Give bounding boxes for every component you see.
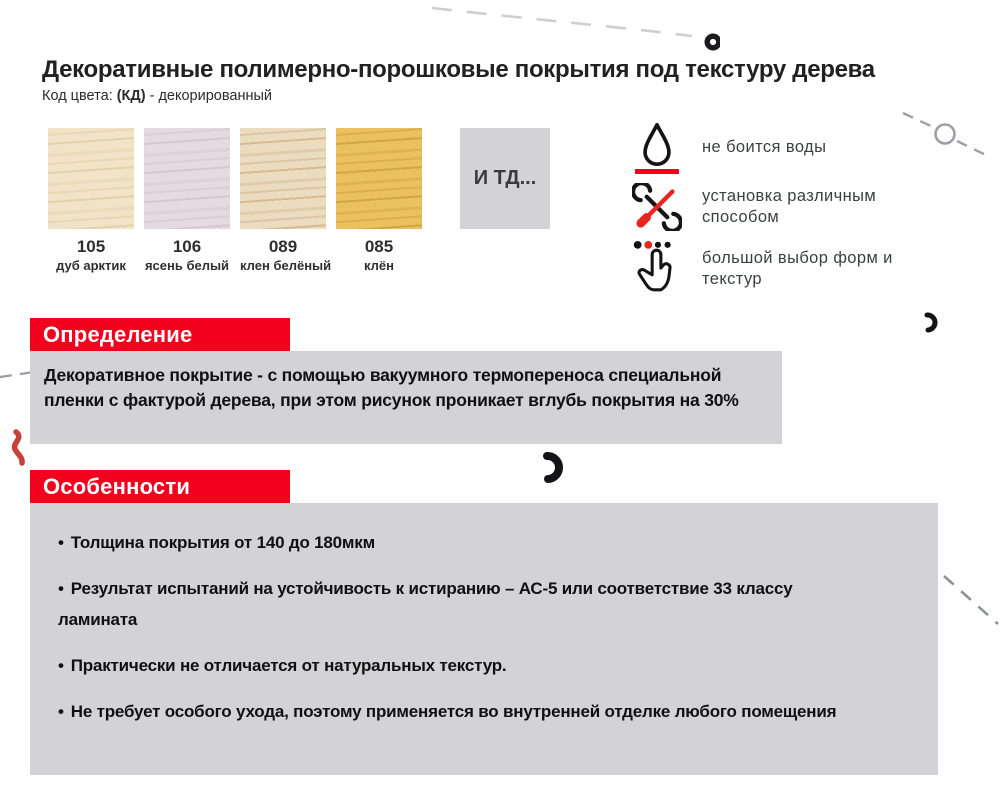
tools-icon xyxy=(630,183,684,231)
color-code-prefix: Код цвета: xyxy=(42,88,117,104)
benefit-choice xyxy=(630,240,960,298)
dashed-line-doodle-top xyxy=(420,0,720,60)
swatch-name: дуб арктик xyxy=(56,258,126,273)
color-code-suffix: - декорированный xyxy=(145,88,272,104)
benefit-install xyxy=(630,183,960,231)
benefit-list xyxy=(630,122,960,298)
swatch-name: клён xyxy=(363,258,394,273)
benefit-label: большой выбор форм и текстур xyxy=(702,248,893,288)
feature-item: • Не требует особого ухода, поэтому применяется во внутренней отделке любого помещения xyxy=(58,696,838,727)
swatch-item xyxy=(144,128,230,273)
swatch-name: ясень белый xyxy=(144,258,230,273)
wood-swatch-image xyxy=(144,128,230,229)
swatch-item xyxy=(240,128,332,273)
feature-item: • Результат испытаний на устойчивость к истиранию – АС-5 или соответствие 33 классу ламината xyxy=(58,573,838,635)
donut-dot-icon xyxy=(705,34,721,51)
dashed-line-doodle-bottom-right xyxy=(938,568,1000,630)
comma-doodle-right xyxy=(920,310,942,336)
benefit-water xyxy=(630,122,960,174)
wood-swatch-image xyxy=(48,128,134,229)
features-list xyxy=(58,527,914,727)
swatch-name: клен белёный xyxy=(240,258,332,273)
red-underline xyxy=(635,169,679,174)
comma-doodle-center xyxy=(538,450,568,486)
feature-item: • Практически не отличается от натуральных текстур. xyxy=(58,650,838,681)
swatch-code: 089 xyxy=(268,237,298,256)
definition-text: Декоративное покрытие - с помощью вакуумного термопереноса специальной пленки с фактурой дерева, при этом рисунок проникает вглубь покрытия на 30% xyxy=(30,351,782,444)
more-colors-box: И ТД... xyxy=(460,128,550,229)
color-code-note xyxy=(42,88,272,104)
swatch-code: 106 xyxy=(172,237,202,256)
water-drop-icon xyxy=(630,122,684,174)
tap-hand-icon xyxy=(630,240,684,298)
swatch-code: 085 xyxy=(364,237,394,256)
color-code-value: (КД) xyxy=(116,88,146,104)
swatch-code: 105 xyxy=(76,237,106,256)
wood-swatch-image xyxy=(336,128,422,229)
page-title: Декоративные полимерно-порошковые покрытия под текстуру дерева xyxy=(42,56,875,83)
feature-item: • Толщина покрытия от 140 до 180мкм xyxy=(58,527,838,558)
swatch-item xyxy=(48,128,134,273)
features-panel xyxy=(30,503,938,775)
color-swatch-row xyxy=(48,128,550,273)
wood-swatch-image xyxy=(240,128,326,229)
features-heading: Особенности xyxy=(30,470,290,503)
benefit-label: не боится воды xyxy=(702,138,827,157)
definition-heading: Определение xyxy=(30,318,290,351)
swatch-item xyxy=(336,128,422,273)
benefit-label: установка различным способом xyxy=(702,186,877,226)
